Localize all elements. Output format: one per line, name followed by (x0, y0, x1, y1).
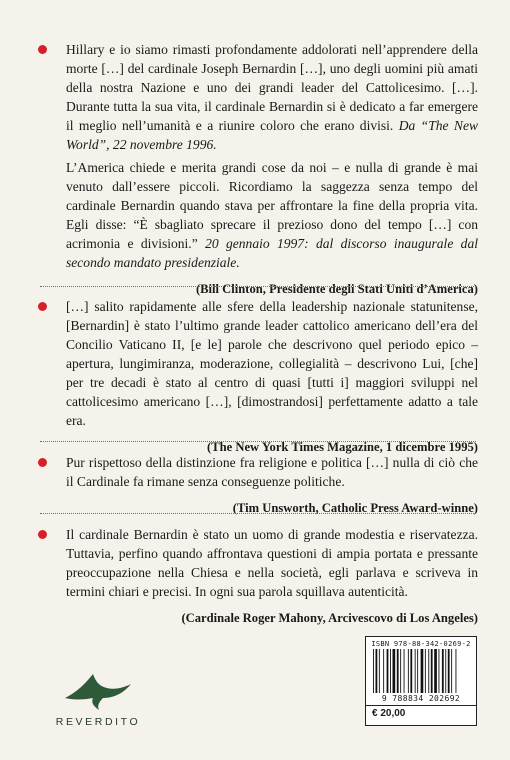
quote-source: 20 gennaio 1997: dal discorso inaugurale dal secondo mandato presidenziale. (66, 236, 478, 270)
quote-paragraph (66, 40, 478, 154)
quote-body: Hillary e io siamo rimasti profondamente addolorati nell’apprendere della morte […] del cardinale Joseph Bernardin […], uno degli uomini più amati della nostra Nazione e uno dei grandi leader del Cattolicesimo. […]. Durante tutta la sua vita, il cardinale Bernardin si è dedicato a far emergere il meglio nell’umanità e a riunire coloro che erano divisi. (66, 42, 478, 133)
quote-source: Da “The New World”, 22 novembre 1996. (66, 118, 479, 152)
quote-attribution: (Tim Unsworth, Catholic Press Award-winne) (232, 501, 478, 515)
quote-attribution: (The New York Times Magazine, 1 dicembre 1995) (207, 440, 478, 454)
quote-paragraph (66, 453, 478, 491)
isbn-label: ISBN 978-88-342-0269-2 (371, 640, 471, 648)
bullet-icon (38, 530, 47, 539)
quote-paragraph (66, 525, 478, 601)
quote-text (38, 525, 478, 601)
quote-block-1 (38, 40, 478, 298)
bullet-icon (38, 458, 47, 467)
price-label: € 20,00 (366, 705, 476, 719)
quote-attribution: (Cardinale Roger Mahony, Arcivescovo di Los Angeles) (181, 611, 478, 625)
quote-paragraph (66, 158, 478, 272)
quote-body: […] salito rapidamente alle sfere della leadership nazionale statunitense, [Bernardin] è stato l’ultimo grande leader cattolico americano dell’era del Concilio Vaticano II, [e le] parole che descrivono quel periodo epico – apertura, lungimiranza, moderazione, collegialità – descrivono Lui, [che] per tre decadi è stato al centro di quasi [tutti i] maggiori sviluppi nel cattolicesimo americano […], [dimostrandosi] perfettamente adatto a tale era. (66, 299, 478, 428)
quote-body: L’America chiede e merita grandi cose da noi – e nulla di grande è mai venuto dall’essere piccoli. Ricordiamo la saggezza senza tempo del cardinale Bernardin quando stava per affrontare la fine della propria vita. Egli disse: “È sbagliato sprecare il prezioso dono del tempo […] con acrimonia e divisioni.” (66, 160, 478, 251)
quote-block-3 (38, 453, 478, 517)
publisher-name: REVERDITO (55, 716, 141, 728)
quote-block-2 (38, 297, 478, 456)
bullet-icon (38, 45, 47, 54)
quote-body: Pur rispettoso della distinzione fra religione e politica […] nulla di ciò che il Cardinale fa rimane senza conseguenze politiche. (66, 455, 478, 489)
barcode-digits: 9 788834 202692 (381, 694, 461, 703)
quote-body: Il cardinale Bernardin è stato un uomo di grande modestia e riservatezza. Tuttavia, perfino quando affrontava questioni di ampia portata e pressante preoccupazione nella Chiesa e nella società, egli parlava e scriveva in termini chiari e precisi. In ogni sua parola squillava autenticità. (66, 527, 478, 599)
barcode-icon (371, 649, 471, 693)
quote-text (38, 453, 478, 491)
barcode-box (365, 636, 477, 726)
divider (40, 513, 476, 514)
quote-block-4 (38, 525, 478, 627)
quote-text (38, 40, 478, 272)
bullet-icon (38, 302, 47, 311)
divider (40, 286, 476, 287)
quote-paragraph (66, 297, 478, 430)
publisher-logo (42, 668, 154, 738)
divider (40, 441, 476, 442)
quote-text (38, 297, 478, 430)
bird-logo-icon (63, 668, 133, 710)
quote-attribution: (Bill Clinton, Presidente degli Stati Uniti d’America) (195, 282, 478, 296)
